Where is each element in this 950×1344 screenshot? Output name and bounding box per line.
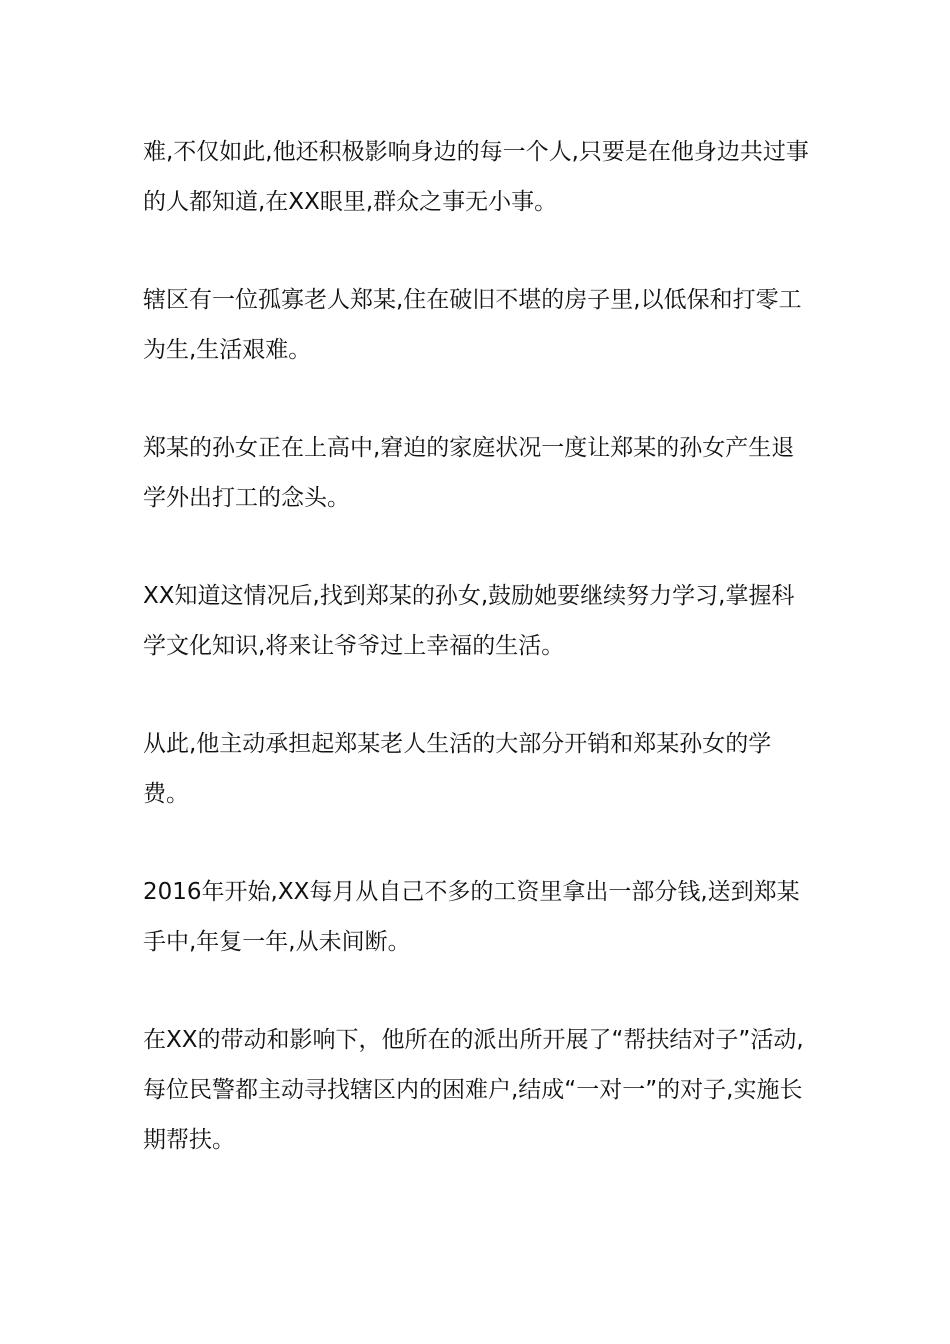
paragraph-7: 在XX的带动和影响下，他所在的派出所开展了“帮扶结对子”活动,每位民警都主动寻找辖区内的困难户,结成“一对一”的对子,实施长期帮扶。 — [143, 1027, 804, 1153]
paragraph-1: 难,不仅如此,他还积极影响身边的每一个人,只要是在他身边共过事的人都知道,在XX眼里,群众之事无小事。 — [143, 139, 809, 215]
paragraph-5: 从此,他主动承担起郑某老人生活的大部分开销和郑某孙女的学费。 — [143, 731, 772, 807]
paragraph-4: XX知道这情况后,找到郑某的孙女,鼓励她要继续努力学习,掌握科学文化知识,将来让爷爷过上幸福的生活。 — [143, 583, 795, 659]
document-body — [143, 127, 813, 1213]
paragraph-6: 2016年开始,XX每月从自己不多的工资里拿出一部分钱,送到郑某手中,年复一年,从未间断。 — [143, 879, 800, 955]
paragraph-3: 郑某的孙女正在上高中,窘迫的家庭状况一度让郑某的孙女产生退学外出打工的念头。 — [143, 435, 795, 511]
paragraph-2: 辖区有一位孤寡老人郑某,住在破旧不堪的房子里,以低保和打零工为生,生活艰难。 — [143, 287, 802, 363]
